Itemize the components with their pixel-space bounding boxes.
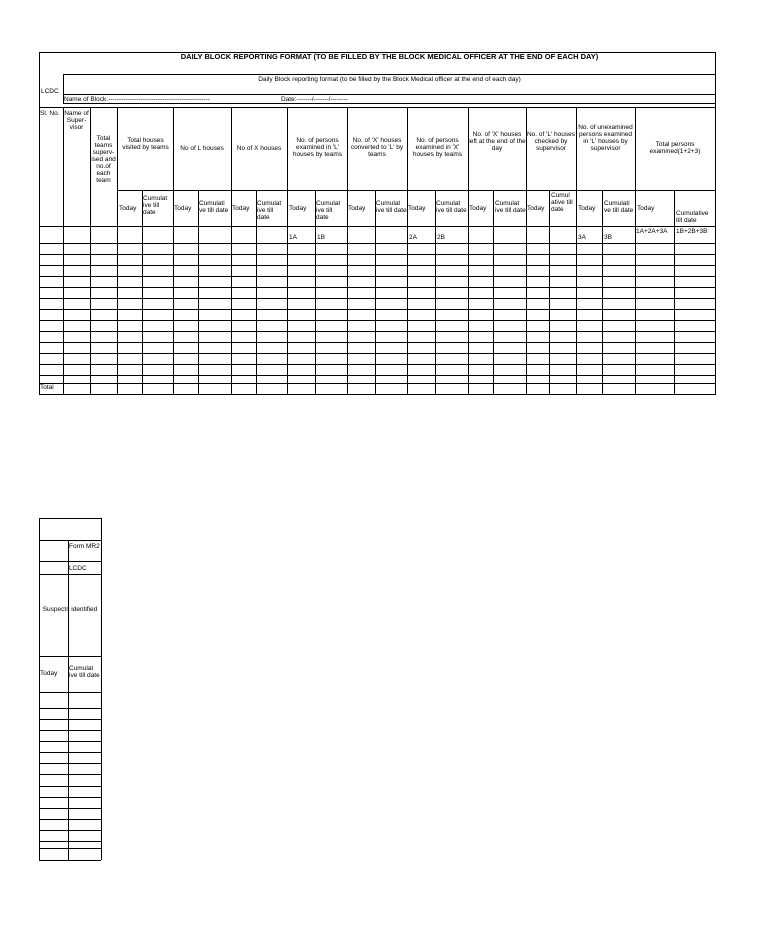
v-line — [63, 107, 64, 395]
h-line — [39, 730, 101, 731]
code-2b: 2B — [437, 234, 445, 241]
h-line — [63, 94, 715, 95]
h-line — [39, 830, 101, 831]
h-line — [39, 265, 715, 266]
code-3a: 3A — [578, 234, 586, 241]
col-x-houses: No of X houses — [236, 145, 282, 152]
h-line — [39, 561, 101, 562]
mr2-form-label: Form MR2 — [69, 543, 100, 550]
col-l-houses: No of L houses — [180, 145, 224, 152]
sub-cumulative: Cumul ative till date — [551, 192, 573, 213]
sub-cumulative: Cumulati ve till date — [199, 200, 229, 214]
h-line — [39, 774, 101, 775]
form-subtitle: Daily Block reporting format (to be filled by the Block Medical officer at the end of each day) — [258, 76, 521, 83]
h-line — [39, 786, 101, 787]
col-supervisor: Name of Super-visor — [64, 110, 89, 131]
h-line — [39, 254, 715, 255]
h-line — [39, 574, 101, 575]
h-line — [39, 797, 101, 798]
h-line — [39, 752, 101, 753]
col-unexamined: No. of unexamined persons examined in 'L' houses by supervisor — [578, 124, 633, 152]
mr2-lcdc: LCDC — [69, 565, 87, 572]
sub-cumulative: Cumulat ive till date — [257, 200, 282, 221]
sub-today: Today — [119, 205, 137, 212]
h-line — [63, 74, 715, 75]
code-3b: 3B — [604, 234, 612, 241]
mr2-top — [39, 518, 101, 519]
code-1b: 1B — [317, 234, 325, 241]
mr2-right — [101, 518, 102, 860]
code-sum-today: 1A+2A+3A — [636, 228, 668, 235]
h-line — [39, 808, 101, 809]
sub-today: Today — [348, 205, 366, 212]
h-line — [39, 375, 715, 376]
table-bottom — [39, 394, 715, 395]
col-l-checked: No. of 'L' houses checked by supervisor — [526, 131, 575, 152]
sub-today: Today — [289, 205, 307, 212]
col-x-left: No. of 'X' houses left at the end of the day — [468, 131, 526, 152]
sub-today: Today — [637, 205, 655, 212]
h-line — [39, 819, 101, 820]
name-of-block-field: Name of Block:----------------------------------------------- — [64, 96, 210, 103]
h-line — [117, 190, 715, 191]
h-line — [39, 656, 101, 657]
h-line — [63, 103, 715, 104]
sub-cumulative: Cumulat ive till date — [495, 200, 526, 214]
h-line — [39, 309, 715, 310]
sub-today: Today — [174, 205, 192, 212]
sub-today: Today — [408, 205, 426, 212]
code-sum-cumulative: 1B+2B+3B — [676, 228, 708, 235]
h-line — [39, 540, 101, 541]
h-line — [39, 741, 101, 742]
h-line — [39, 226, 715, 227]
h-line — [39, 860, 101, 861]
col-teams: Total teams superv-ised and no.of each team — [91, 135, 116, 184]
h-line — [39, 848, 101, 849]
sub-cumulative: Cumulat ive till date — [436, 200, 467, 214]
h-line — [39, 763, 101, 764]
sub-cumulative: Cumulat ive till date — [376, 200, 407, 214]
h-line — [39, 320, 715, 321]
mr2-today: Today — [40, 670, 58, 677]
form-title: DAILY BLOCK REPORTING FORMAT (TO BE FILLED BY THE BLOCK MEDICAL OFFICER AT THE END OF EACH DAY) — [180, 52, 599, 61]
h-line — [39, 383, 715, 384]
h-line — [39, 298, 715, 299]
h-line — [39, 719, 101, 720]
sub-cumulative: Cumulative till date — [676, 210, 709, 224]
sub-cumulative: Cumulat ive till date — [143, 195, 168, 216]
h-line — [39, 276, 715, 277]
sub-today: Today — [232, 205, 250, 212]
col-persons-l: No. of persons examined in 'L' houses by teams — [292, 137, 343, 158]
v-line — [68, 540, 69, 860]
lcdc-label: LCDC — [41, 88, 59, 95]
h-line — [39, 342, 715, 343]
code-2a: 2A — [409, 234, 417, 241]
col-houses-visited: Total houses visited by teams — [122, 137, 169, 151]
sub-cumulative: Cumulati ve till date — [604, 200, 634, 214]
mr2-cumulative: Cumulat ive till date — [69, 665, 100, 679]
h-line — [39, 107, 715, 108]
mr2-suspects-identified: Suspects identified — [42, 606, 98, 613]
h-line — [39, 364, 715, 365]
h-line — [39, 708, 101, 709]
sub-cumulative: Cumulat ive till date — [316, 200, 341, 221]
col-sl-no: Sl. No. — [40, 110, 60, 117]
h-line — [39, 331, 715, 332]
date-field: Date:-------/-------/-------- — [281, 96, 348, 103]
h-line — [39, 692, 101, 693]
h-line — [39, 841, 101, 842]
h-line — [39, 287, 715, 288]
col-total-persons: Total persons examined(1+2+3) — [649, 141, 701, 155]
col-x-to-l: No. of 'X' houses converted to 'L' by teams — [350, 137, 404, 158]
sub-today: Today — [527, 205, 545, 212]
code-1a: 1A — [289, 234, 297, 241]
h-line — [39, 353, 715, 354]
total-row-label: Total — [40, 384, 54, 391]
sub-today: Today — [469, 205, 487, 212]
table-left — [39, 52, 40, 395]
h-line — [39, 243, 715, 244]
sub-today: Today — [578, 205, 596, 212]
col-persons-x: No. of persons examined in 'X' houses by teams — [412, 137, 463, 158]
